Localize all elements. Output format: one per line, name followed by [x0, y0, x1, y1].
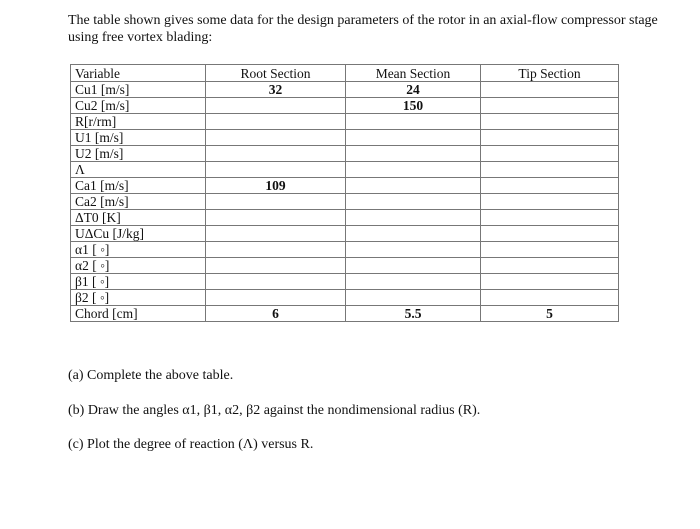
- mean-section-cell: [346, 226, 481, 242]
- tip-section-cell: [481, 258, 619, 274]
- root-section-cell: [206, 258, 346, 274]
- question-a: (a) Complete the above table.: [68, 368, 234, 383]
- root-section-cell: [206, 210, 346, 226]
- question-c: (c) Plot the degree of reaction (Λ) versus R.: [68, 437, 314, 452]
- variable-cell: α1 [ ◦]: [71, 242, 206, 258]
- mean-section-cell: [346, 178, 481, 194]
- tip-section-cell: [481, 98, 619, 114]
- mean-section-cell: [346, 258, 481, 274]
- variable-cell: R[r/rm]: [71, 114, 206, 130]
- table-row: [71, 226, 619, 242]
- table-row: [71, 114, 619, 130]
- root-section-cell: [206, 162, 346, 178]
- variable-cell: Ca2 [m/s]: [71, 194, 206, 210]
- table-row: [71, 210, 619, 226]
- variable-cell: β1 [ ◦]: [71, 274, 206, 290]
- tip-section-cell: 5: [481, 306, 619, 322]
- mean-section-cell: [346, 146, 481, 162]
- table-row: [71, 178, 619, 194]
- mean-section-cell: [346, 162, 481, 178]
- variable-cell: U2 [m/s]: [71, 146, 206, 162]
- table-row: [71, 274, 619, 290]
- mean-section-cell: 150: [346, 98, 481, 114]
- tip-section-cell: [481, 290, 619, 306]
- tip-section-cell: [481, 242, 619, 258]
- root-section-cell: [206, 290, 346, 306]
- tip-section-cell: [481, 162, 619, 178]
- table-row: [71, 306, 619, 322]
- tip-section-cell: [481, 274, 619, 290]
- header-variable: Variable: [71, 65, 206, 82]
- table-row: [71, 98, 619, 114]
- root-section-cell: [206, 114, 346, 130]
- variable-cell: UΔCu [J/kg]: [71, 226, 206, 242]
- root-section-cell: [206, 226, 346, 242]
- table-row: [71, 82, 619, 98]
- variable-cell: ΔT0 [K]: [71, 210, 206, 226]
- mean-section-cell: 5.5: [346, 306, 481, 322]
- tip-section-cell: [481, 210, 619, 226]
- variable-cell: Cu1 [m/s]: [71, 82, 206, 98]
- table-row: [71, 194, 619, 210]
- root-section-cell: [206, 274, 346, 290]
- root-section-cell: [206, 146, 346, 162]
- tip-section-cell: [481, 130, 619, 146]
- root-section-cell: 32: [206, 82, 346, 98]
- header-mean-section: Mean Section: [346, 65, 481, 82]
- mean-section-cell: [346, 274, 481, 290]
- variable-cell: U1 [m/s]: [71, 130, 206, 146]
- variable-cell: Ca1 [m/s]: [71, 178, 206, 194]
- mean-section-cell: [346, 242, 481, 258]
- mean-section-cell: [346, 210, 481, 226]
- table-row: [71, 130, 619, 146]
- variable-cell: Chord [cm]: [71, 306, 206, 322]
- variable-cell: α2 [ ◦]: [71, 258, 206, 274]
- question-b: (b) Draw the angles α1, β1, α2, β2 against the nondimensional radius (R).: [68, 403, 481, 418]
- header-tip-section: Tip Section: [481, 65, 619, 82]
- mean-section-cell: 24: [346, 82, 481, 98]
- variable-cell: β2 [ ◦]: [71, 290, 206, 306]
- root-section-cell: [206, 98, 346, 114]
- root-section-cell: [206, 242, 346, 258]
- tip-section-cell: [481, 178, 619, 194]
- table-row: [71, 242, 619, 258]
- root-section-cell: [206, 130, 346, 146]
- root-section-cell: 6: [206, 306, 346, 322]
- table-row: [71, 146, 619, 162]
- tip-section-cell: [481, 146, 619, 162]
- variable-cell: Cu2 [m/s]: [71, 98, 206, 114]
- tip-section-cell: [481, 114, 619, 130]
- root-section-cell: 109: [206, 178, 346, 194]
- tip-section-cell: [481, 82, 619, 98]
- root-section-cell: [206, 194, 346, 210]
- mean-section-cell: [346, 290, 481, 306]
- tip-section-cell: [481, 226, 619, 242]
- mean-section-cell: [346, 130, 481, 146]
- variable-cell: Λ: [71, 162, 206, 178]
- tip-section-cell: [481, 194, 619, 210]
- problem-intro: The table shown gives some data for the design parameters of the rotor in an axial-flow compressor stage using free vortex blading:: [68, 13, 658, 45]
- table-header-row: [71, 65, 619, 82]
- design-parameters-table: [70, 64, 619, 322]
- table-row: [71, 290, 619, 306]
- mean-section-cell: [346, 194, 481, 210]
- mean-section-cell: [346, 114, 481, 130]
- table-row: [71, 258, 619, 274]
- table-row: [71, 162, 619, 178]
- header-root-section: Root Section: [206, 65, 346, 82]
